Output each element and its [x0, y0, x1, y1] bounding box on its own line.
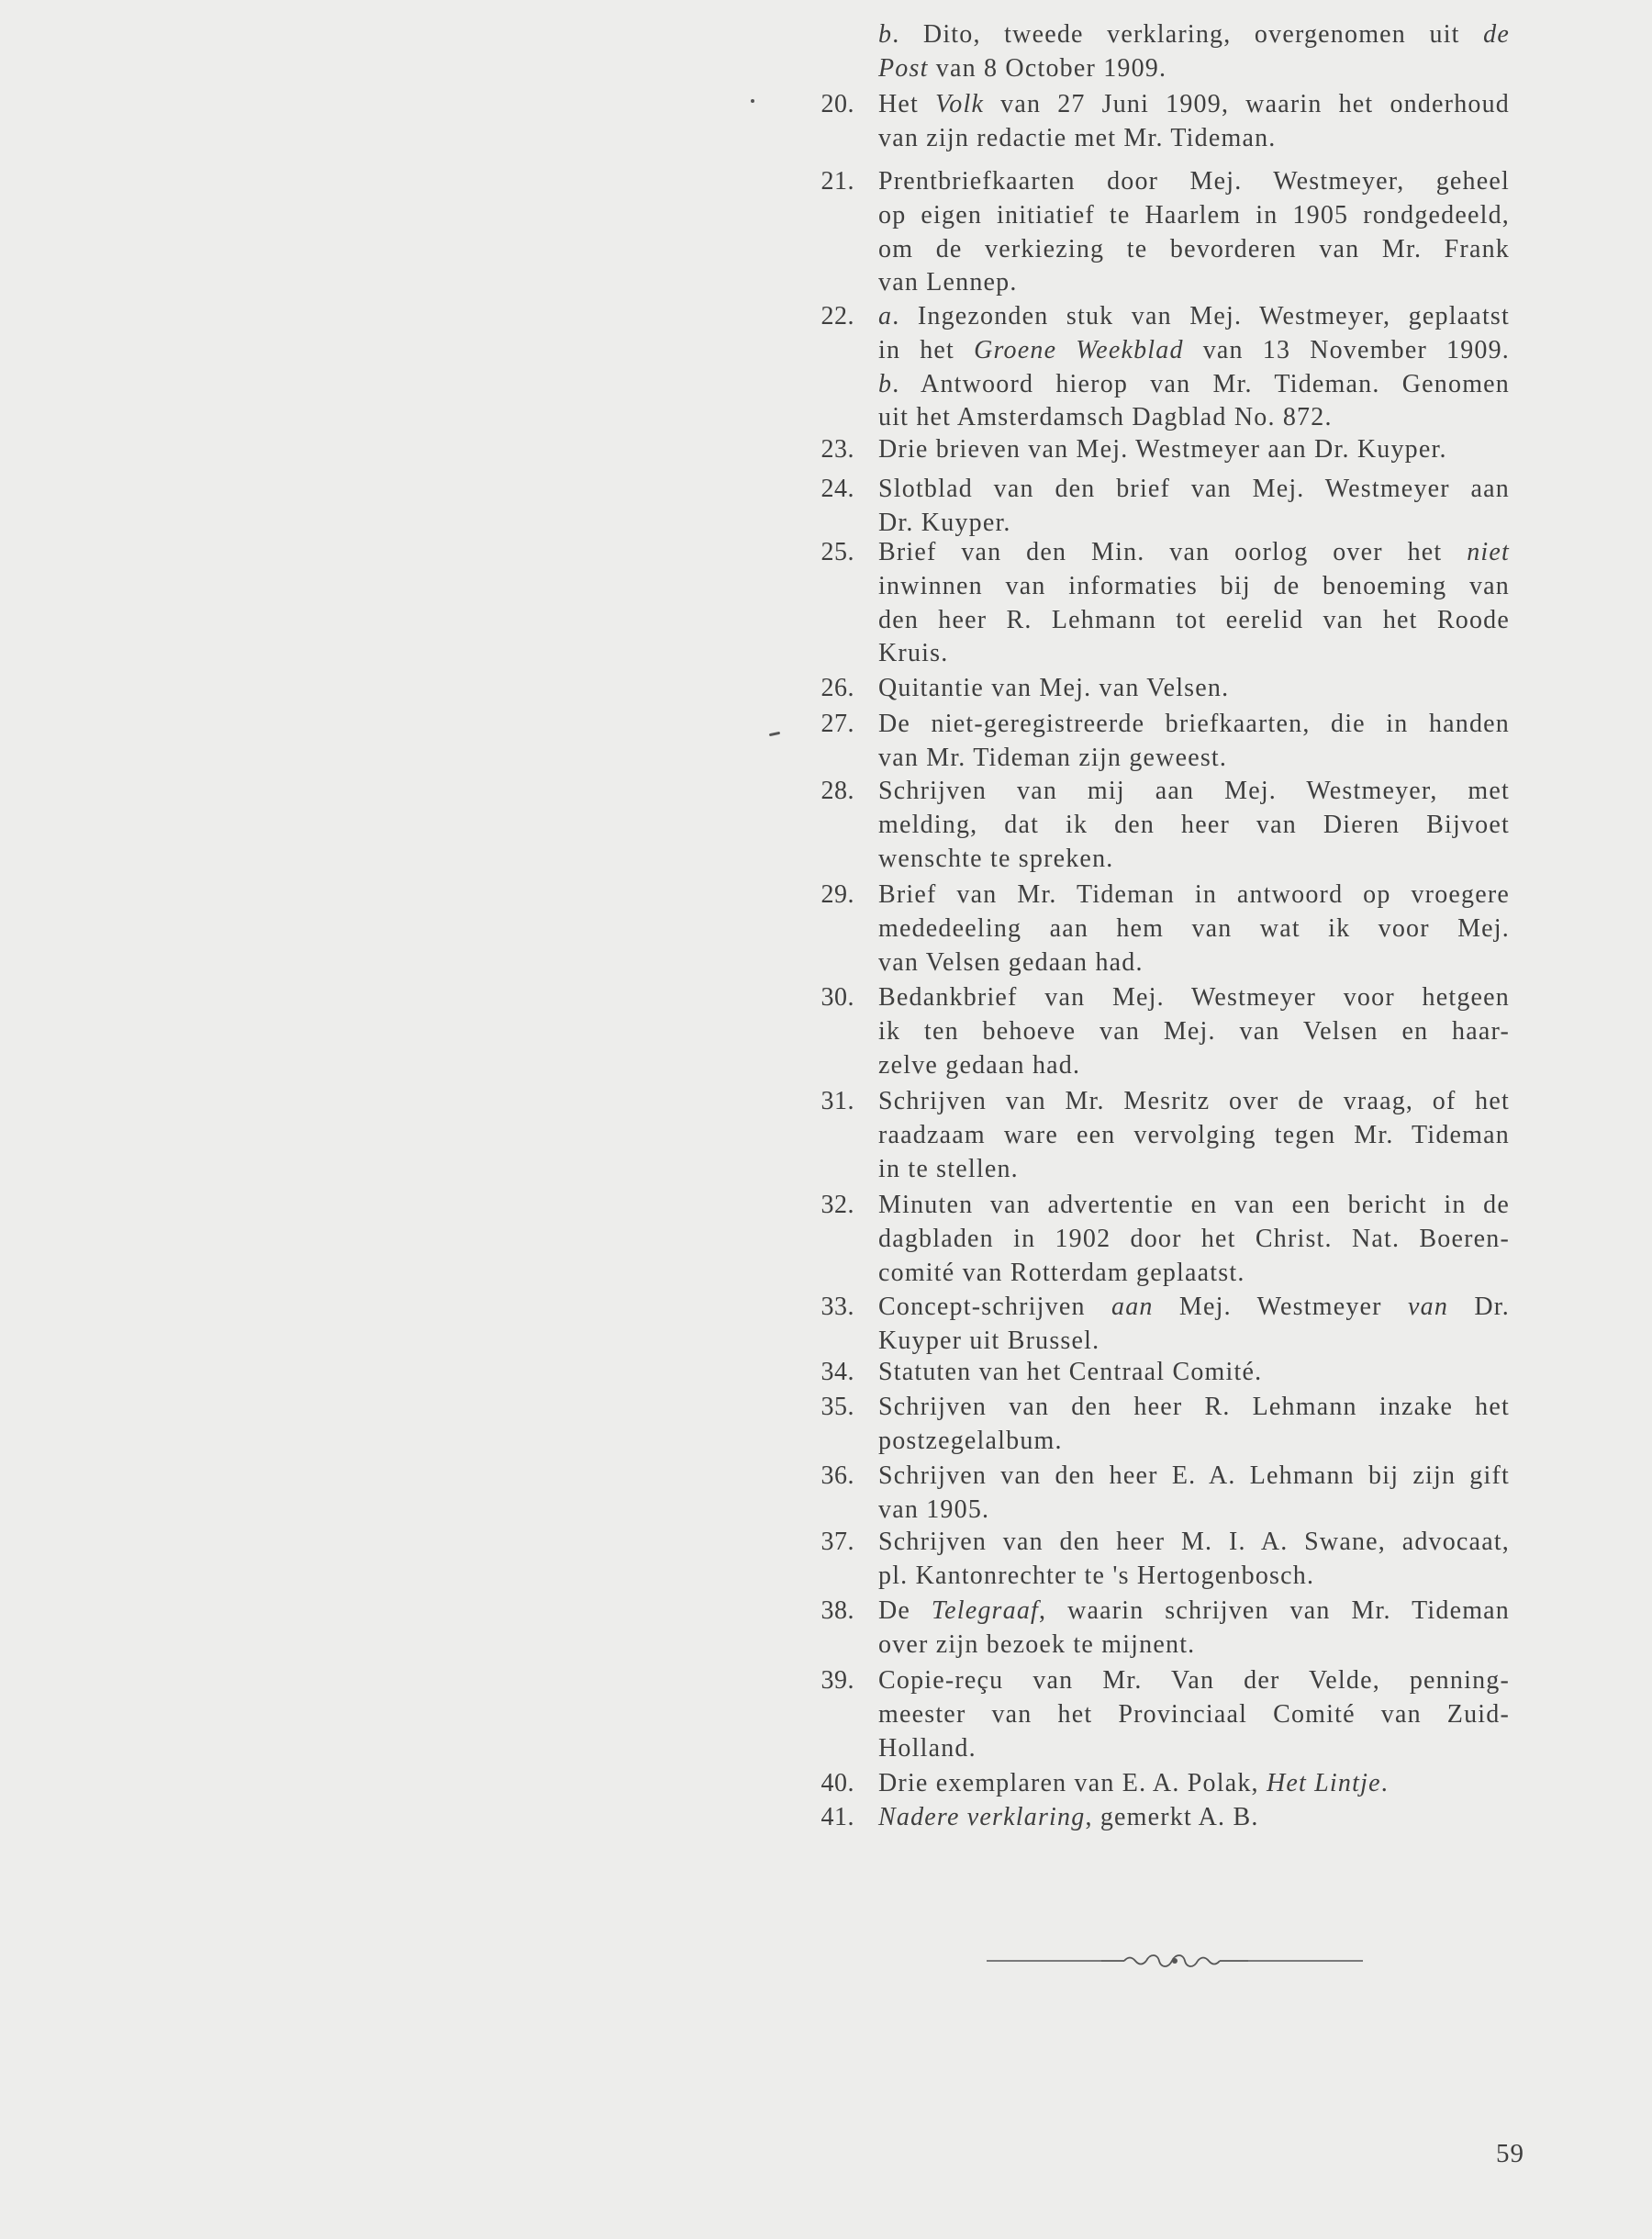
text-run: in te stellen.: [878, 1154, 1019, 1183]
item-text: [878, 708, 1510, 776]
text-run: Schrijven van mij aan Mej. Westmeyer, met: [878, 777, 1510, 805]
text-run: Mej. Westmeyer: [1153, 1293, 1409, 1321]
text-run: . Antwoord hierop van Mr. Tideman. Genomen: [892, 369, 1510, 398]
text-line: [878, 981, 1510, 1015]
text-run: inwinnen van informaties bij de benoeming van: [878, 571, 1510, 600]
item-text: [878, 775, 1510, 876]
item-text: [878, 1595, 1510, 1662]
item-text: [878, 433, 1510, 467]
item-text: [878, 672, 1510, 706]
text-line: [878, 1325, 1510, 1359]
text-line: [878, 1049, 1510, 1083]
item-number: 20.: [820, 90, 854, 118]
item-number: 37.: [820, 1528, 854, 1556]
italic-text: Nadere verklaring: [878, 1803, 1086, 1831]
italic-text: van: [1408, 1293, 1449, 1321]
text-line: [878, 1629, 1510, 1662]
text-line: [878, 122, 1510, 156]
list-item: [785, 1085, 1510, 1186]
text-line: [878, 775, 1510, 809]
text-run: Prentbriefkaarten door Mej. Westmeyer, geheel: [878, 167, 1510, 196]
text-run: Schrijven van den heer E. A. Lehmann bij zijn gift: [878, 1461, 1510, 1490]
item-text: [878, 1664, 1510, 1765]
text-run: wenschte te spreken.: [878, 844, 1114, 873]
list-item: [785, 672, 1510, 706]
italic-text: Het Lintje: [1266, 1769, 1381, 1797]
text-run: Copie-reçu van Mr. Van der Velde, penning-: [878, 1666, 1510, 1695]
text-line: [878, 1698, 1510, 1732]
text-run: uit het Amsterdamsch Dagblad No. 872.: [878, 403, 1333, 432]
text-run: den heer R. Lehmann tot eerelid van het Roode: [878, 605, 1510, 634]
item-number: 40.: [820, 1769, 854, 1797]
text-run: pl. Kantonrechter te 's Hertogenbosch.: [878, 1561, 1315, 1590]
text-line: [878, 1494, 1510, 1528]
list-item: [785, 1664, 1510, 1765]
item-number: 33.: [820, 1293, 854, 1321]
text-run: Statuten van het Centraal Comité.: [878, 1358, 1263, 1386]
list-item: [785, 981, 1510, 1082]
text-line: [878, 1356, 1510, 1390]
item-number: 29.: [820, 880, 854, 909]
italic-text: niet: [1467, 538, 1510, 566]
ornament-divider-icon: [987, 1952, 1363, 1970]
text-line: [878, 1801, 1510, 1835]
text-run: Schrijven van Mr. Mesritz over de vraag, of het: [878, 1087, 1510, 1115]
item-number: 23.: [820, 435, 854, 464]
list-item: [785, 473, 1510, 541]
text-run: Brief van Mr. Tideman in antwoord op vroegere: [878, 880, 1510, 909]
text-run: over zijn bezoek te mijnent.: [878, 1629, 1196, 1659]
text-run: Drie brieven van Mej. Westmeyer aan Dr. Kuyper.: [878, 435, 1447, 464]
text-run: Holland.: [878, 1733, 977, 1763]
list-item: [785, 433, 1510, 467]
item-number: 26.: [820, 674, 854, 702]
list-item: [785, 300, 1510, 435]
item-number: 31.: [820, 1087, 854, 1115]
text-line: [878, 1560, 1510, 1594]
list-item: [785, 1356, 1510, 1390]
list-item: [785, 536, 1510, 671]
item-number: 21.: [820, 167, 854, 196]
page-number: 59: [1496, 2139, 1524, 2168]
text-line: [878, 604, 1510, 638]
italic-text: de: [1483, 20, 1510, 49]
text-line: [878, 1664, 1510, 1698]
text-run: Kuyper uit Brussel.: [878, 1326, 1100, 1355]
text-line: [878, 570, 1510, 604]
text-line: [878, 88, 1510, 122]
text-line: [878, 1460, 1510, 1494]
text-line: [878, 912, 1510, 946]
text-line: [878, 165, 1510, 199]
item-number: 35.: [820, 1393, 854, 1421]
item-text: [878, 1085, 1510, 1186]
item-text: [878, 536, 1510, 671]
list-item: [785, 1801, 1510, 1835]
text-run: op eigen initiatief te Haarlem in 1905 rondgedeeld,: [878, 200, 1510, 229]
text-run: om de verkiezing te bevorderen van Mr. Frank: [878, 234, 1510, 263]
text-line: [878, 1153, 1510, 1187]
italic-text: aan: [1111, 1293, 1154, 1321]
item-text: [878, 1801, 1510, 1835]
text-run: Dr.: [1448, 1293, 1510, 1321]
text-line: [878, 1257, 1510, 1291]
text-run: Brief van den Min. van oorlog over het: [878, 538, 1468, 566]
item-number: 27.: [820, 710, 854, 738]
text-line: [878, 843, 1510, 877]
text-run: van zijn redactie met Mr. Tideman.: [878, 123, 1277, 152]
list-item: [785, 18, 1510, 86]
text-line: [878, 233, 1510, 267]
text-line: [878, 536, 1510, 570]
text-run: van 13 November 1909.: [1183, 335, 1511, 364]
italic-text: Telegraaf: [931, 1596, 1040, 1625]
text-run: Minuten van advertentie en van een bericht in de: [878, 1191, 1510, 1219]
text-line: [878, 1119, 1510, 1153]
item-text: [878, 1189, 1510, 1290]
item-number: 34.: [820, 1358, 854, 1386]
item-number: 30.: [820, 983, 854, 1012]
text-run: Slotblad van den brief van Mej. Westmeyer aan: [878, 475, 1510, 503]
text-line: [878, 1425, 1510, 1459]
text-line: [878, 1223, 1510, 1257]
item-text: [878, 1526, 1510, 1594]
text-run: van Velsen gedaan had.: [878, 947, 1144, 977]
italic-text: a: [878, 302, 893, 330]
list-item: [785, 708, 1510, 776]
text-run: ik ten behoeve van Mej. van Velsen en haar-: [878, 1016, 1510, 1046]
text-run: van 8 October 1909.: [928, 53, 1167, 83]
text-line: [878, 266, 1510, 300]
list-item: [785, 1767, 1510, 1801]
list-item: [785, 1460, 1510, 1528]
text-run: De: [878, 1596, 932, 1625]
item-number: 36.: [820, 1461, 854, 1490]
list-item: [785, 879, 1510, 980]
text-run: comité van Rotterdam geplaatst.: [878, 1258, 1245, 1287]
text-line: [878, 401, 1510, 435]
text-line: [878, 708, 1510, 742]
text-line: [878, 946, 1510, 980]
text-line: [878, 334, 1510, 368]
text-line: [878, 1526, 1510, 1560]
italic-text: b: [878, 20, 893, 49]
text-line: [878, 300, 1510, 334]
text-run: Dr. Kuyper.: [878, 508, 1011, 537]
text-run: zelve gedaan had.: [878, 1050, 1081, 1080]
italic-text: Volk: [935, 90, 985, 118]
text-run: . Dito, tweede verklaring, overgenomen uit: [892, 20, 1484, 49]
text-run: van Lennep.: [878, 268, 1018, 297]
text-line: [878, 672, 1510, 706]
text-run: Het: [878, 90, 936, 118]
text-run: Quitantie van Mej. van Velsen.: [878, 674, 1230, 702]
text-line: [878, 1595, 1510, 1629]
text-run: van 1905.: [878, 1495, 990, 1524]
text-run: De niet-geregistreerde briefkaarten, die in handen: [878, 710, 1510, 738]
text-run: melding, dat ik den heer van Dieren Bijvoet: [878, 810, 1510, 839]
text-run: Kruis.: [878, 639, 949, 668]
text-run: Schrijven van den heer M. I. A. Swane, advocaat,: [878, 1528, 1510, 1556]
italic-text: Groene Weekblad: [974, 335, 1184, 364]
list-item: [785, 1189, 1510, 1290]
text-run: Concept-schrijven: [878, 1293, 1111, 1321]
text-line: [878, 1732, 1510, 1766]
text-run: , waarin schrijven van Mr. Tideman: [1039, 1596, 1511, 1625]
text-run: dagbladen in 1902 door het Christ. Nat. Boeren-: [878, 1224, 1510, 1253]
text-run: Bedankbrief van Mej. Westmeyer voor hetgeen: [878, 983, 1510, 1012]
item-number: 28.: [820, 777, 854, 805]
text-line: [878, 742, 1510, 776]
list-item: [785, 775, 1510, 876]
text-line: [878, 199, 1510, 233]
italic-text: Post: [878, 53, 929, 83]
item-text: [878, 1391, 1510, 1459]
item-text: [878, 1460, 1510, 1528]
list-item: [785, 165, 1510, 300]
item-text: [878, 473, 1510, 541]
text-line: [878, 1767, 1510, 1801]
text-line: [878, 1291, 1510, 1325]
list-item: [785, 1291, 1510, 1359]
speck: [769, 732, 780, 736]
item-number: 25.: [820, 538, 854, 566]
text-line: [878, 433, 1510, 467]
list-item: [785, 1595, 1510, 1662]
item-number: 38.: [820, 1596, 854, 1625]
text-line: [878, 18, 1510, 52]
item-text: [878, 18, 1510, 86]
text-run: van Mr. Tideman zijn geweest.: [878, 743, 1228, 772]
text-line: [878, 1085, 1510, 1119]
text-run: .: [1380, 1769, 1389, 1797]
item-text: [878, 879, 1510, 980]
text-run: van 27 Juni 1909, waarin het onderhoud: [984, 90, 1511, 118]
text-run: , gemerkt A. B.: [1085, 1803, 1259, 1831]
text-line: [878, 473, 1510, 507]
text-run: meester van het Provinciaal Comité van Zuid-: [878, 1699, 1510, 1729]
text-line: [878, 879, 1510, 912]
item-text: [878, 1291, 1510, 1359]
text-line: [878, 52, 1510, 86]
item-text: [878, 300, 1510, 435]
text-line: [878, 809, 1510, 843]
text-run: . Ingezonden stuk van Mej. Westmeyer, geplaatst: [892, 302, 1510, 330]
text-run: Schrijven van den heer R. Lehmann inzake het: [878, 1393, 1510, 1421]
text-run: raadzaam ware een vervolging tegen Mr. Tideman: [878, 1120, 1510, 1149]
item-number: 22.: [820, 302, 854, 330]
item-text: [878, 1356, 1510, 1390]
text-line: [878, 1015, 1510, 1049]
speck: [751, 99, 754, 103]
item-text: [878, 88, 1510, 156]
text-line: [878, 1189, 1510, 1223]
text-line: [878, 368, 1510, 402]
text-run: in het: [878, 335, 975, 364]
item-number: 32.: [820, 1191, 854, 1219]
italic-text: b: [878, 369, 893, 398]
list-item: [785, 88, 1510, 156]
list-item: [785, 1526, 1510, 1594]
item-number: 39.: [820, 1666, 854, 1695]
text-line: [878, 1391, 1510, 1425]
item-text: [878, 981, 1510, 1082]
text-run: Drie exemplaren van E. A. Polak,: [878, 1769, 1267, 1797]
item-text: [878, 1767, 1510, 1801]
item-number: 41.: [820, 1803, 854, 1831]
list-item: [785, 1391, 1510, 1459]
text-line: [878, 637, 1510, 671]
text-run: postzegelalbum.: [878, 1426, 1063, 1455]
item-text: [878, 165, 1510, 300]
text-run: mededeeling aan hem van wat ik voor Mej.: [878, 913, 1510, 943]
item-number: 24.: [820, 475, 854, 503]
